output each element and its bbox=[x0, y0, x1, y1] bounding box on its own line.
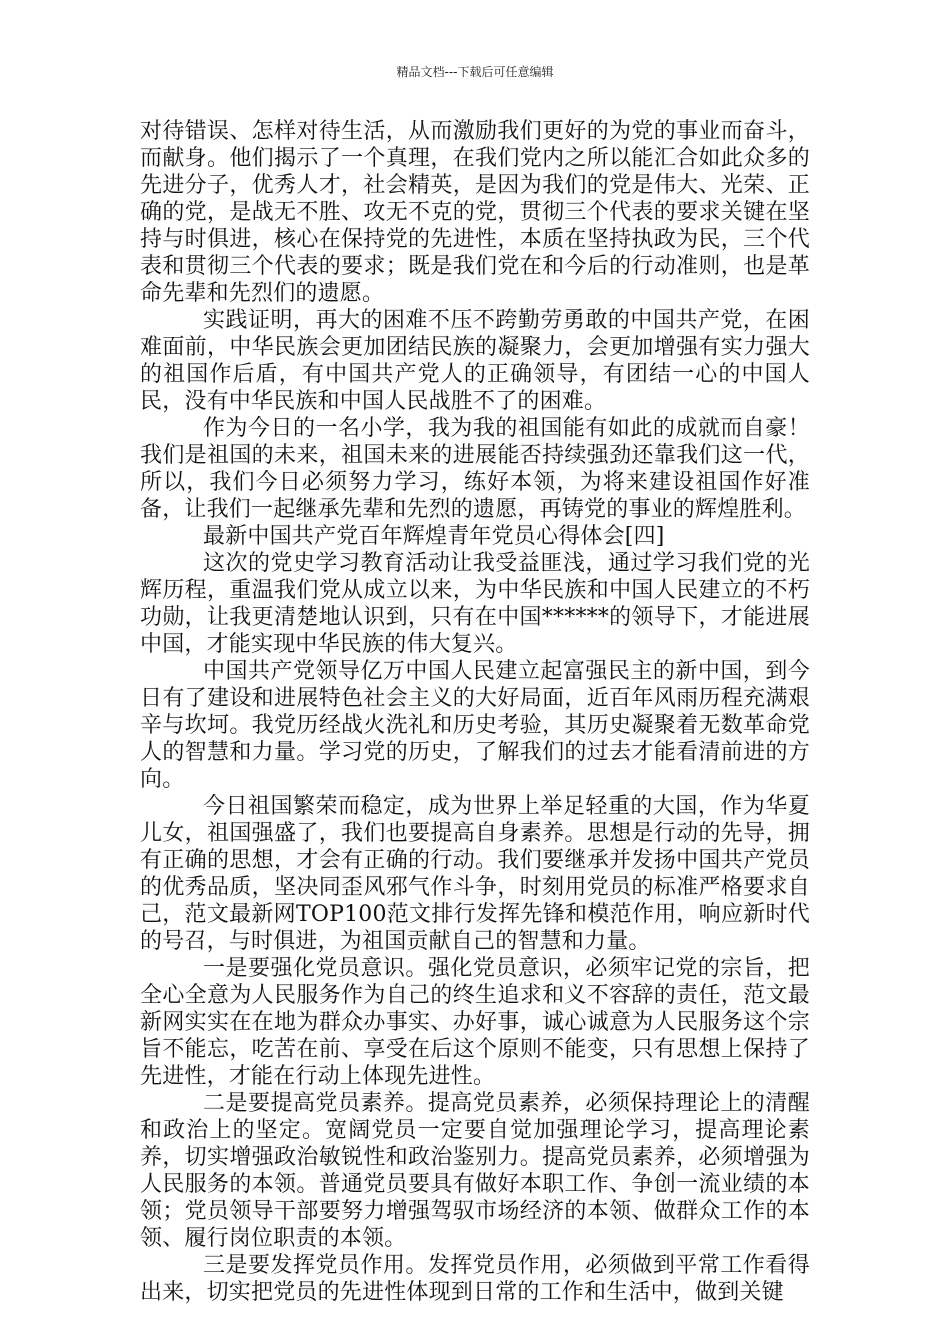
paragraph-1: 对待错误、怎样对待生活，从而激励我们更好的为党的事业而奋斗，而献身。他们揭示了一个真理，在我们党内之所以能汇合如此众多的先进分子，优秀人才，社会精英，是因为我们的党是伟大、光荣、正确的党，是战无不胜、攻无不克的党，贯彻三个代表的要求关键在坚持与时俱进，核心在保持党的先进性，本质在坚持执政为民，三个代表和贯彻三个代表的要求；既是我们党在和今后的行动准则，也是革命先辈和先烈们的遗愿。 bbox=[140, 119, 810, 306]
paragraph-3: 作为今日的一名小学，我为我的祖国能有如此的成就而自豪！我们是祖国的未来，祖国未来的进展能否持续强劲还靠我们这一代，所以，我们今日必须努力学习，练好本领，为将来建设祖国作好准备，让我们一起继承先辈和先烈的遗愿，再铸党的事业的辉煌胜利。 bbox=[140, 416, 810, 522]
section-heading: 最新中国共产党百年辉煌青年党员心得体会[四] bbox=[203, 524, 665, 549]
paragraph-2: 实践证明，再大的困难不压不跨勤劳勇敢的中国共产党，在困难面前，中华民族会更加团结民族的凝聚力，会更加增强有实力强大的祖国作后盾，有中国共产党人的正确领导，有团结一心的中国人民，没有中华民族和中国人民战胜不了的困难。 bbox=[140, 308, 810, 414]
paragraph-7: 一是要强化党员意识。强化党员意识，必须牢记党的宗旨，把全心全意为人民服务作为自己的终生追求和义不容辞的责任，范文最新网实实在在地为群众办事实、办好事，诚心诚意为人民服务这个宗旨不能忘，吃苦在前、享受在后这个原则不能变，只有思想上保持了先进性，才能在行动上体现先进性。 bbox=[140, 956, 810, 1089]
paragraph-5: 中国共产党领导亿万中国人民建立起富强民主的新中国，到今日有了建设和进展特色社会主义的大好局面，近百年风雨历程充满艰辛与坎坷。我党历经战火洗礼和历史考验，其历史凝聚着无数革命党人的智慧和力量。学习党的历史，了解我们的过去才能看清前进的方向。 bbox=[140, 659, 810, 792]
paragraph-6: 今日祖国繁荣而稳定，成为世界上举足轻重的大国，作为华夏儿女，祖国强盛了，我们也要提高自身素养。思想是行动的先导，拥有正确的思想，才会有正确的行动。我们要继承并发扬中国共产党员的优秀品质，坚决同歪风邪气作斗争，时刻用党员的标准严格要求自己，范文最新网TOP100范文排行发挥先锋和模范作用，响应新时代的号召，与时俱进，为祖国贡献自己的智慧和力量。 bbox=[140, 794, 810, 954]
paragraph-9: 三是要发挥党员作用。发挥党员作用，必须做到平常工作看得出来，切实把党员的先进性体现到日常的工作和生活中，做到关键 bbox=[140, 1253, 810, 1305]
page-header: 精品文档---下载后可任意编辑 bbox=[396, 65, 554, 79]
paragraph-8: 二是要提高党员素养。提高党员素养，必须保持理论上的清醒和政治上的坚定。宽阔党员一定要自觉加强理论学习，提高理论素养，切实增强政治敏锐性和政治鉴别力。提高党员素养，必须增强为人民服务的本领。普通党员要具有做好本职工作、争创一流业绩的本领；党员领导干部要努力增强驾驭市场经济的本领、做群众工作的本领、履行岗位职责的本领。 bbox=[140, 1091, 810, 1251]
document-body bbox=[140, 118, 810, 1306]
paragraph-4: 这次的党史学习教育活动让我受益匪浅，通过学习我们党的光辉历程，重温我们党从成立以来，为中华民族和中国人民建立的不朽功勋，让我更清楚地认识到，只有在中国******的领导下，才能进展中国，才能实现中华民族的伟大复兴。 bbox=[140, 551, 810, 657]
